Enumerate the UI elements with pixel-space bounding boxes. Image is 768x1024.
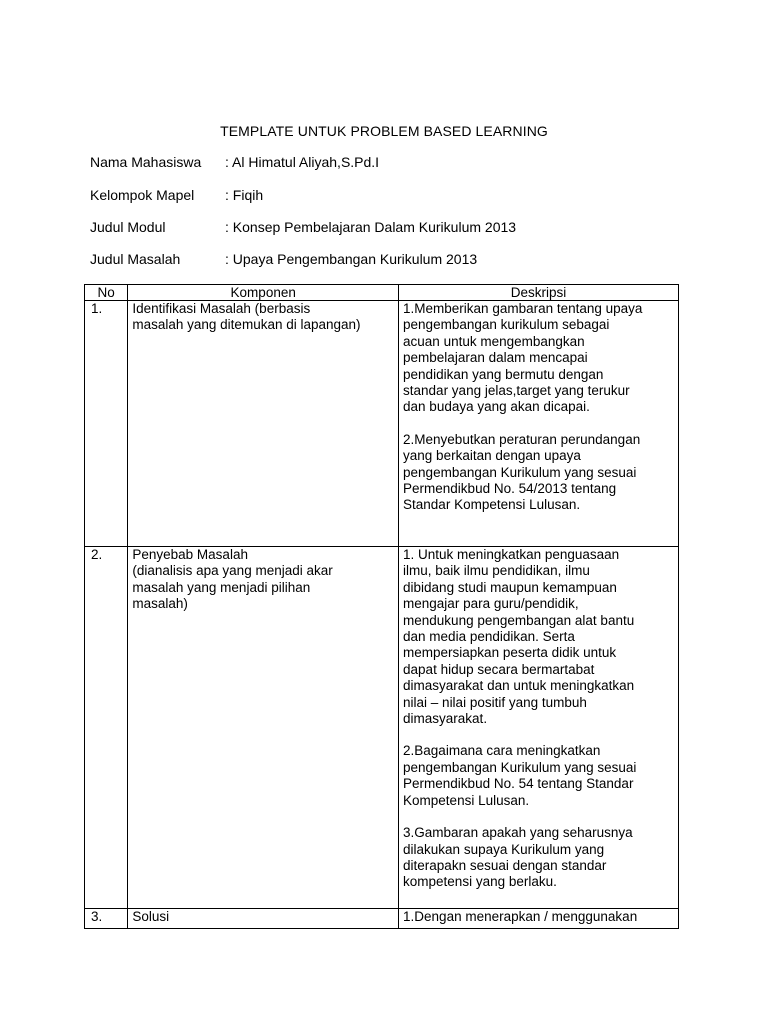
cell-komponen: Identifikasi Masalah (berbasis masalah yang ditemukan di lapangan) xyxy=(128,301,399,547)
cell-deskripsi xyxy=(399,547,679,909)
cell-komponen: Penyebab Masalah (dianalisis apa yang menjadi akar masalah yang menjadi pilihan masalah) xyxy=(128,547,399,909)
meta-row-modul xyxy=(90,219,690,235)
meta-label: Kelompok Mapel xyxy=(90,187,195,203)
desc-paragraph: 2.Menyebutkan peraturan perundangan yang berkaitan dengan upaya pengembangan Kurikulum yang sesuai Permendikbud No. 54/2013 tentang Standar Kompetensi Lulusan. xyxy=(403,431,641,513)
desc-paragraph: 3.Gambaran apakah yang seharusnya dilakukan supaya Kurikulum yang diterapakn sesuai dengan standar kompetensi yang berlaku. xyxy=(403,825,633,890)
desc-paragraph: 2.Bagaimana cara meningkatkan pengembangan Kurikulum yang sesuai Permendikbud No. 54 tentang Standar Kompetensi Lulusan. xyxy=(403,743,637,808)
meta-value: : Upaya Pengembangan Kurikulum 2013 xyxy=(225,251,478,267)
pbl-table xyxy=(84,284,679,929)
meta-value: : Al Himatul Aliyah,S.Pd.I xyxy=(225,154,380,170)
cell-deskripsi xyxy=(399,301,679,547)
header-no: No xyxy=(85,285,128,301)
cell-komponen: Solusi xyxy=(128,909,399,929)
table-row xyxy=(85,301,679,547)
desc-paragraph: 1.Memberikan gambaran tentang upaya pengembangan kurikulum sebagai acuan untuk mengembangkan pembelajaran dalam mencapai pendidikan yang bermutu dengan standar yang jelas,target yang terukur dan budaya yang akan dicapai. xyxy=(403,301,643,415)
meta-label: Nama Mahasiswa xyxy=(90,154,202,170)
table-row xyxy=(85,547,679,909)
cell-deskripsi xyxy=(399,909,679,929)
cell-no: 2. xyxy=(85,547,128,909)
table-row xyxy=(85,909,679,929)
meta-label: Judul Masalah xyxy=(90,251,181,267)
desc-paragraph: 1.Dengan menerapkan / menggunakan xyxy=(403,909,638,924)
meta-row-masalah xyxy=(90,251,690,267)
page-title: TEMPLATE UNTUK PROBLEM BASED LEARNING xyxy=(220,123,548,139)
meta-row-kelompok xyxy=(90,187,690,203)
cell-no: 3. xyxy=(85,909,128,929)
meta-label: Judul Modul xyxy=(90,219,166,235)
meta-value: : Fiqih xyxy=(225,187,264,203)
cell-no: 1. xyxy=(85,301,128,547)
desc-paragraph: 1. Untuk meningkatkan penguasaan ilmu, baik ilmu pendidikan, ilmu dibidang studi maupun kemampuan mengajar para guru/pendidik, mendukung pengembangan alat bantu dan media pendidikan. Serta mempersiapkan peserta didik untuk dapat hidup secara bermartabat dimasyarakat dan untuk meningkatkan nilai – nilai positif yang tumbuh dimasyarakat. xyxy=(403,547,635,727)
meta-row-nama xyxy=(90,154,690,170)
header-deskripsi: Deskripsi xyxy=(399,285,679,301)
table-header-row xyxy=(85,285,679,301)
header-komponen: Komponen xyxy=(128,285,399,301)
meta-value: : Konsep Pembelajaran Dalam Kurikulum 2013 xyxy=(225,219,517,235)
